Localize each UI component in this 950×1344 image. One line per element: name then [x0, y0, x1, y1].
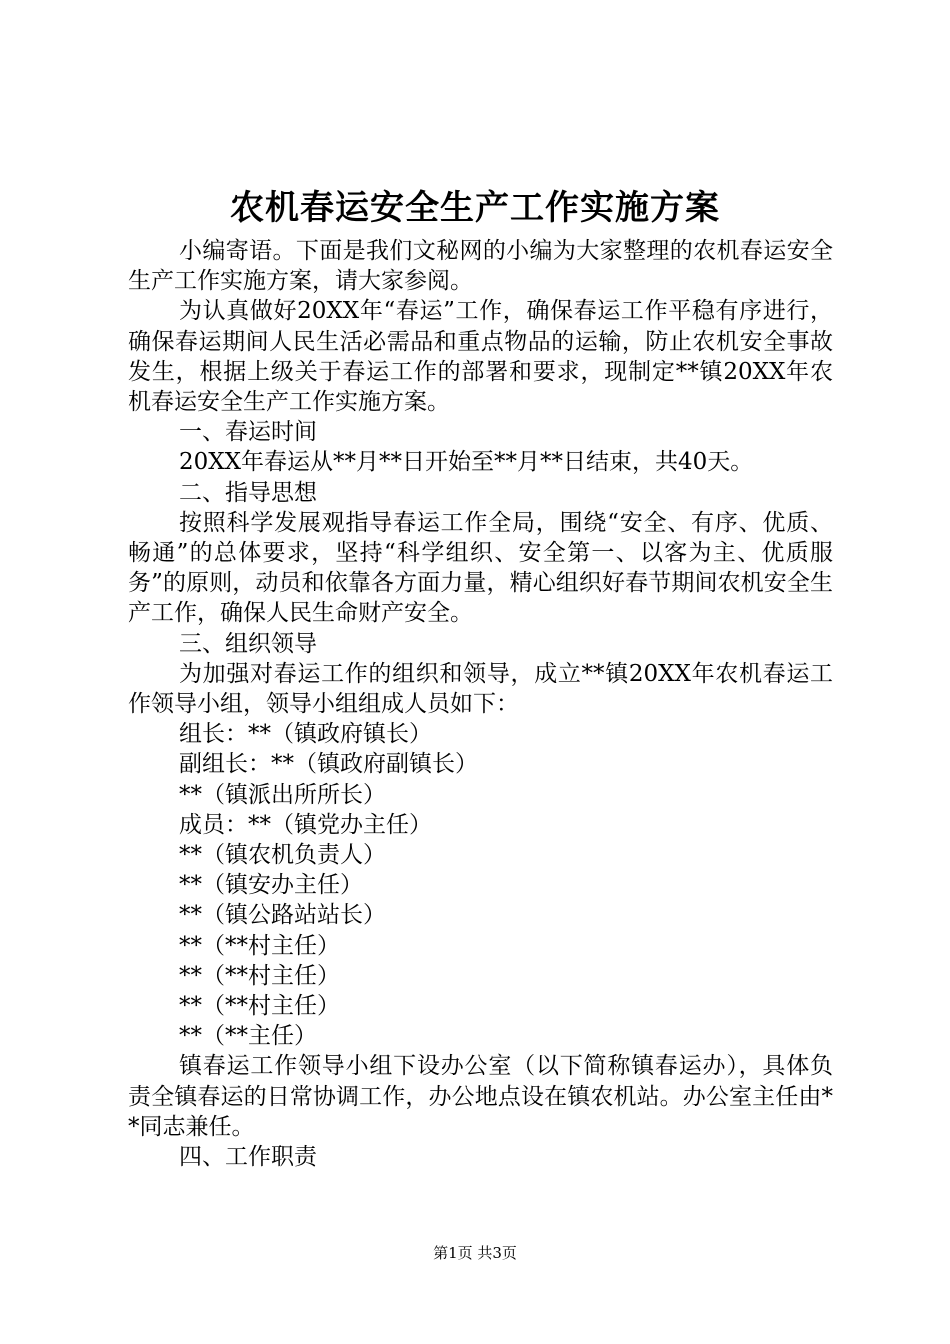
member-line: 成员：**（镇党办主任）	[179, 811, 432, 838]
member-line: **（**村主任）	[179, 932, 340, 959]
section-heading-guidance: 二、指导思想	[179, 479, 317, 506]
member-line: **（镇公路站站长）	[179, 902, 386, 929]
member-line: **（镇派出所所长）	[179, 781, 386, 808]
section-heading-leadership: 三、组织领导	[179, 630, 317, 657]
member-line: **（**村主任）	[179, 993, 340, 1020]
document-title: 农机春运安全生产工作实施方案	[230, 188, 720, 228]
leadership-paragraph: 为加强对春运工作的组织和领导，成立**镇20XX年农机春运工作领导小组，领导小组组成人员如下：	[128, 660, 833, 718]
intro-paragraph: 小编寄语。下面是我们文秘网的小编为大家整理的农机春运安全生产工作实施方案，请大家参阅。	[128, 238, 833, 295]
document-body	[128, 236, 833, 1172]
section-heading-duties: 四、工作职责	[179, 1144, 317, 1171]
office-paragraph: 镇春运工作领导小组下设办公室（以下简称镇春运办），具体负责全镇春运的日常协调工作，办公地点设在镇农机站。办公室主任由**同志兼任。	[128, 1053, 833, 1140]
member-line: **（**主任）	[179, 1023, 317, 1050]
section-heading-time: 一、春运时间	[179, 419, 317, 446]
guidance-paragraph: 按照科学发展观指导春运工作全局，围绕“安全、有序、优质、畅通”的总体要求，坚持“科学组织、安全第一、以客为主、优质服务”的原则，动员和依靠各方面力量，精心组织好春节期间农机安全生产工作，确保人民生命财产安全。	[128, 509, 833, 627]
member-line: 组长：**（镇政府镇长）	[179, 721, 432, 748]
page-number-footer: 第1页 共3页	[433, 1244, 517, 1262]
time-paragraph: 20XX年春运从**月**日开始至**月**日结束，共40天。	[179, 449, 754, 476]
purpose-paragraph: 为认真做好20XX年“春运”工作，确保春运工作平稳有序进行，确保春运期间人民生活必需品和重点物品的运输，防止农机安全事故发生，根据上级关于春运工作的部署和要求，现制定**镇20XX年农机春运安全生产工作实施方案。	[128, 298, 833, 416]
member-line: **（镇农机负责人）	[179, 842, 386, 869]
member-line: **（镇安办主任）	[179, 872, 363, 899]
member-line: **（**村主任）	[179, 962, 340, 989]
member-line: 副组长：**（镇政府副镇长）	[179, 751, 478, 778]
